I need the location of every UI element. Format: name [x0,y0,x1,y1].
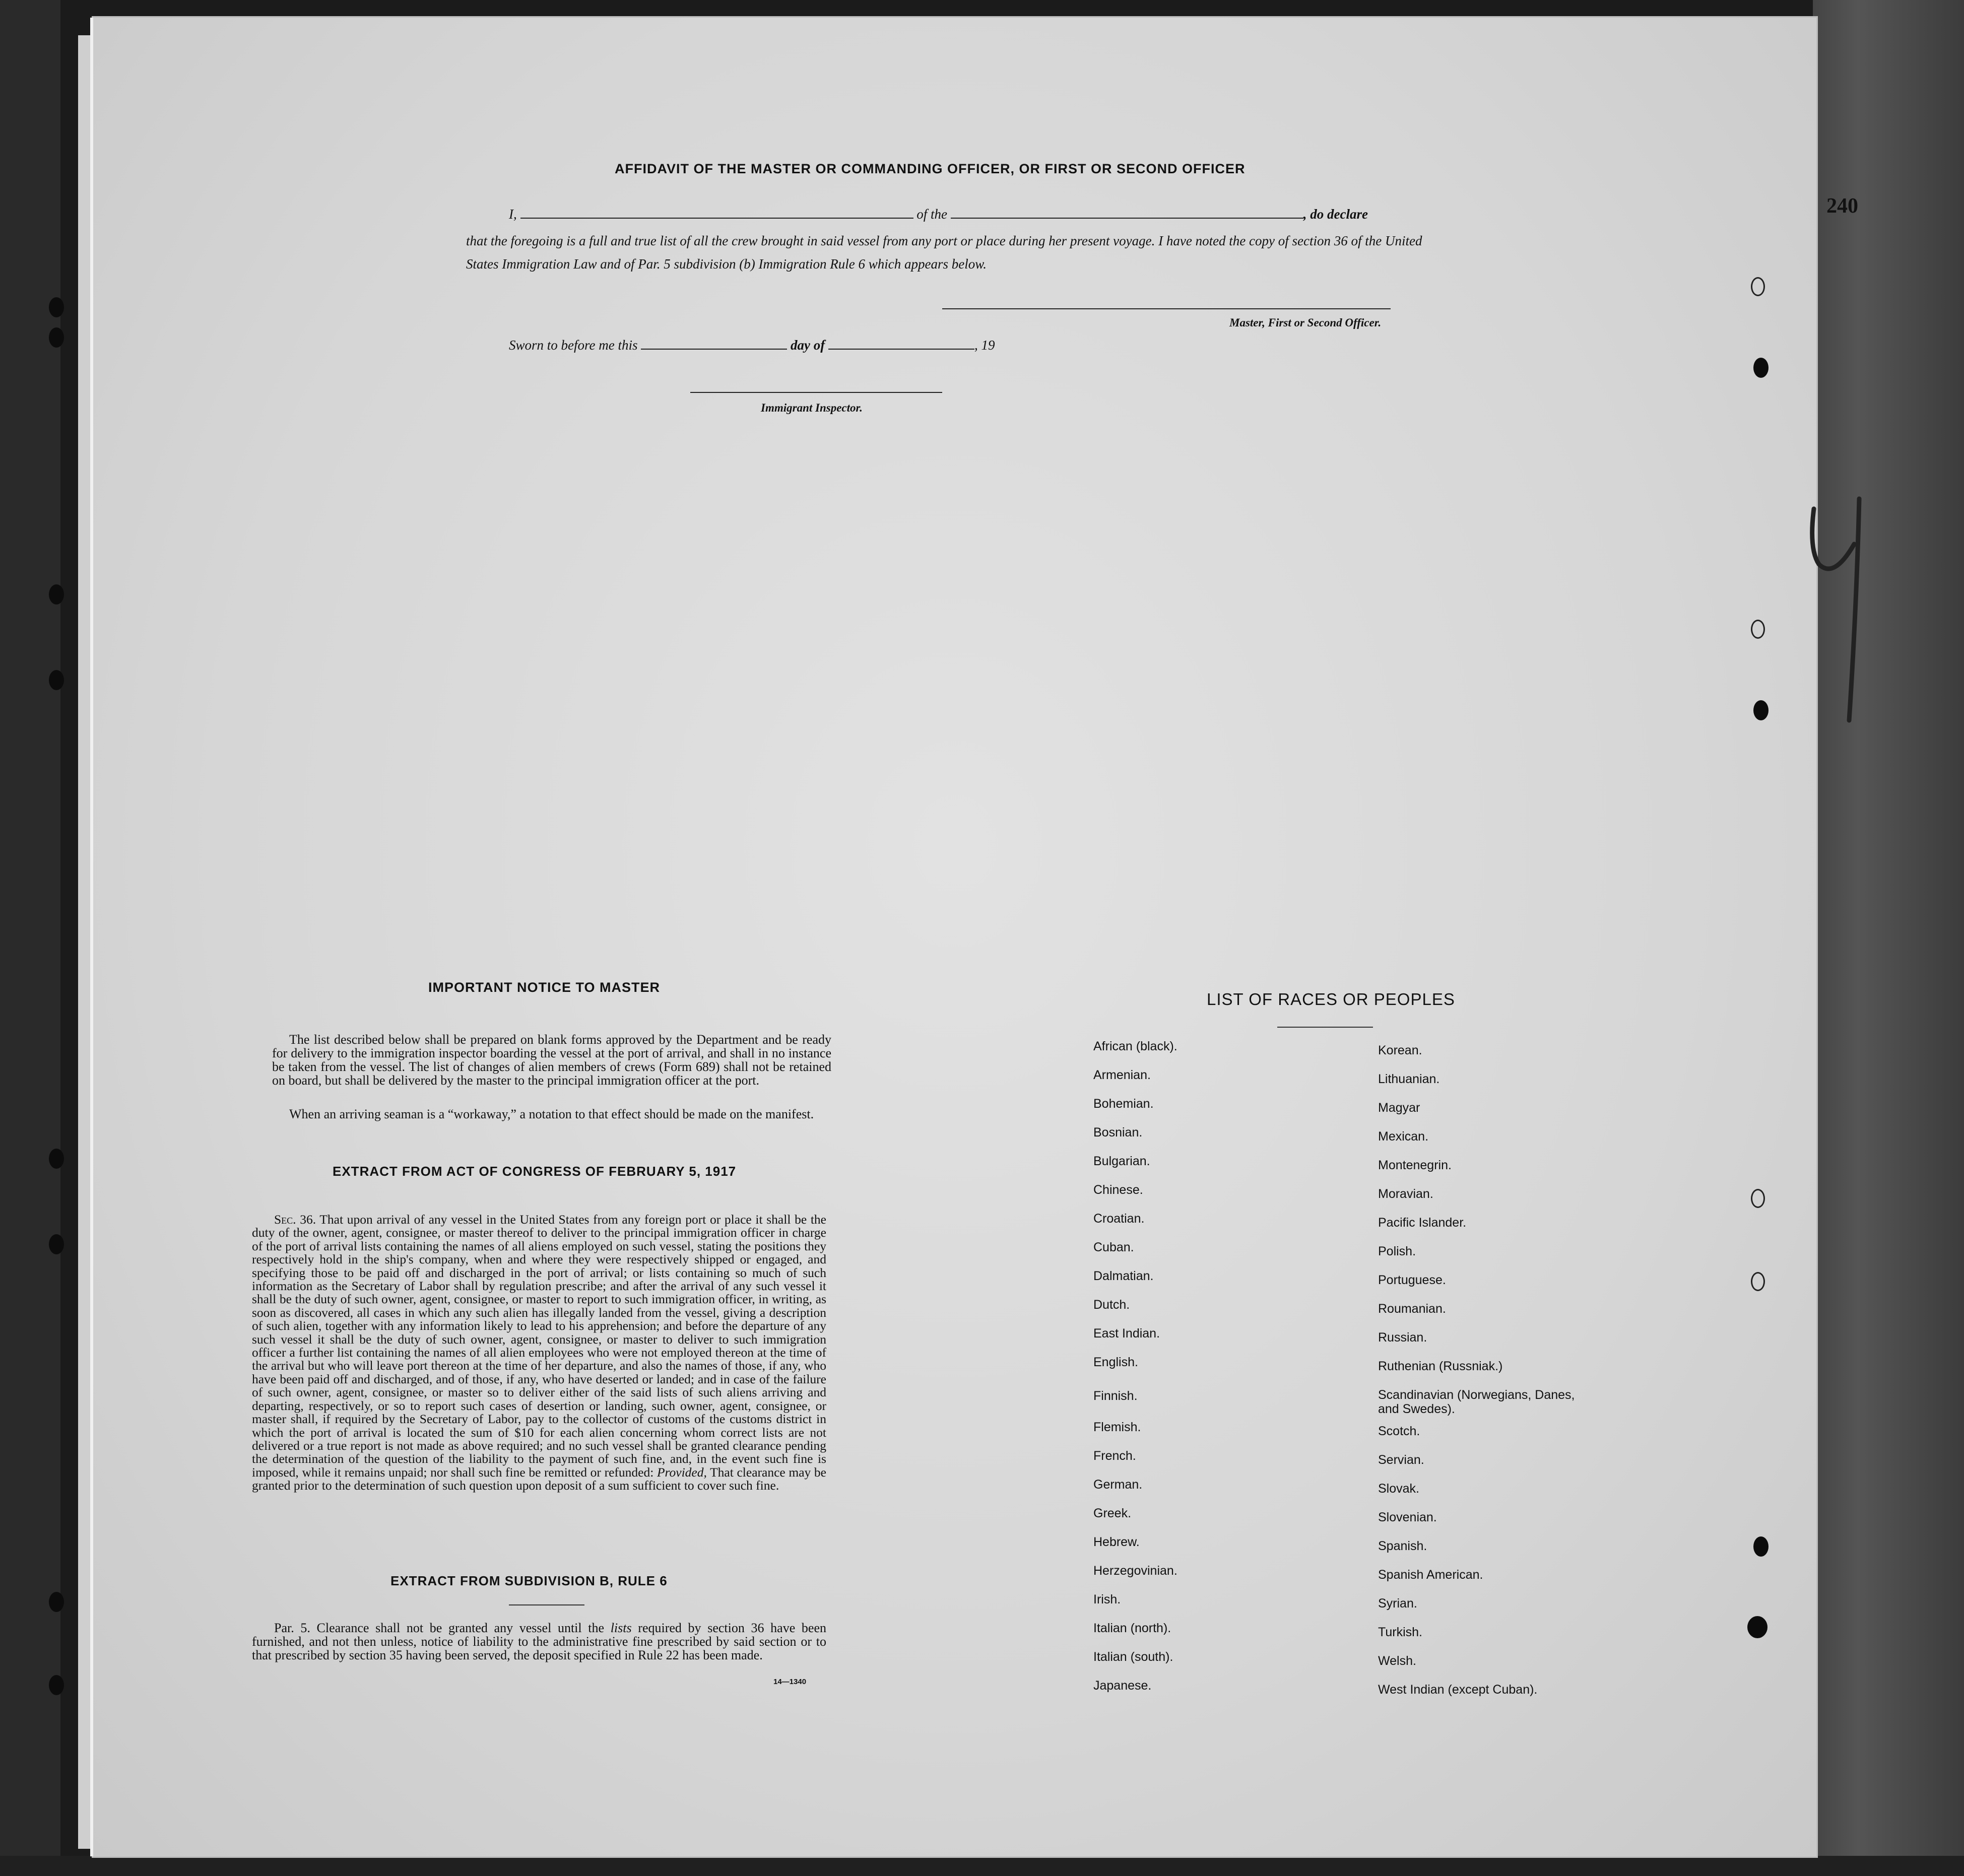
race-item: Spanish American. [1378,1568,1483,1582]
race-item: Korean. [1378,1043,1422,1057]
punch-hole [1751,620,1765,639]
punch-hole [1747,1616,1767,1638]
divider [509,1604,584,1605]
affidavit-of-the-label: of the [916,207,947,222]
race-item: Turkish. [1378,1625,1422,1639]
punch-hole [49,1592,64,1612]
race-item: Cuban. [1093,1240,1134,1254]
sworn-line [509,338,995,353]
affidavit-declaration-line [509,207,1368,222]
year-prefix-label: , 19 [974,338,995,353]
affidavit-body: that the foregoing is a full and true list of all the crew brought in said vessel from any port or place during her present voyage. I have noted the copy of section 36 of the United States Immigration Law and of Par. 5 subdivision (b) Immigration Rule 6 which appears below. [466,233,1422,272]
race-item: English. [1093,1355,1138,1369]
affidavit-i-label: I, [509,207,517,222]
race-item: Servian. [1378,1453,1424,1467]
race-item: East Indian. [1093,1326,1160,1341]
punch-hole [49,1149,64,1169]
race-item: African (black). [1093,1039,1177,1053]
punch-hole [1753,1536,1769,1557]
punch-hole [1753,700,1769,720]
race-item: Irish. [1093,1592,1121,1606]
extract-rule-title: EXTRACT FROM SUBDIVISION B, RULE 6 [390,1573,668,1588]
punch-hole [49,670,64,690]
race-item: Scotch. [1378,1424,1420,1438]
affidavit-declare-label: , do declare [1303,207,1368,222]
race-item: Lithuanian. [1378,1072,1440,1086]
race-item: Portuguese. [1378,1273,1446,1287]
race-item: Russian. [1378,1330,1427,1345]
rule-text: Par. 5. Clearance shall not be granted any vessel until the [274,1621,605,1635]
sworn-month-field[interactable] [828,338,974,350]
page-number: 240 [1826,194,1858,218]
punch-hole [1751,1272,1765,1291]
day-of-label: day of [791,338,825,353]
sworn-day-field[interactable] [641,338,787,350]
inspector-label: Immigrant Inspector. [761,401,863,414]
punch-hole [49,1234,64,1254]
vessel-name-field[interactable] [951,207,1303,219]
race-item: French. [1093,1449,1136,1463]
extract-act-title: EXTRACT FROM ACT OF CONGRESS OF FEBRUARY 5, 1917 [333,1164,737,1179]
handwritten-mark [1804,479,1874,730]
race-item: Finnish. [1093,1389,1138,1403]
scan-background-bottom [0,1856,1964,1876]
punch-hole [1751,1189,1765,1208]
race-item: Dalmatian. [1093,1269,1154,1283]
race-item: Hebrew. [1093,1535,1140,1549]
form-code: 14—1340 [773,1678,807,1686]
punch-hole [49,584,64,605]
races-left-column [1093,1039,1355,1707]
section-text-end: That clearance may be granted prior to the determination of such question upon deposit of a sum sufficient to cover such fine. [252,1464,827,1493]
race-item: Dutch. [1093,1298,1130,1312]
race-item: Italian (south). [1093,1650,1173,1664]
race-item: Syrian. [1378,1596,1417,1611]
race-item: Italian (north). [1093,1621,1171,1635]
race-item: German. [1093,1478,1143,1492]
race-item: Bohemian. [1093,1097,1154,1111]
race-item: Croatian. [1093,1212,1145,1226]
master-signature-field[interactable] [942,308,1391,309]
punch-hole [49,327,64,348]
notice-paragraph: The list described below shall be prepared on blank forms approved by the Department and be ready for delivery to the immigration inspector boarding the vessel at the port of arrival, and shall in no instance be taken from the vessel. The list of changes of alien members of crews (Form 689) shall not be retained on board, but shall be delivered by the master to the principal immigration officer at the port. [272,1032,831,1088]
divider [1277,1027,1373,1028]
race-item: Bulgarian. [1093,1154,1150,1168]
race-item: Japanese. [1093,1679,1152,1693]
race-item: Mexican. [1378,1129,1429,1144]
race-item: Herzegovinian. [1093,1564,1177,1578]
proviso-label: Provided, [657,1464,707,1480]
race-item: Magyar [1378,1101,1420,1115]
race-item: Slovak. [1378,1482,1419,1496]
race-item: Armenian. [1093,1068,1151,1082]
notice-paragraph: When an arriving seaman is a “workaway,” a notation to that effect should be made on the manifest. [289,1107,814,1121]
race-item: Flemish. [1093,1420,1141,1434]
race-item: Ruthenian (Russniak.) [1378,1359,1503,1373]
race-item: Chinese. [1093,1183,1143,1197]
race-item: West Indian (except Cuban). [1378,1683,1538,1697]
section-text: That upon arrival of any vessel in the United States from any foreign port or place it shall be the duty of the owner, agent, consignee, or master thereof to deliver to the principal immigration officer in charge of the port of arrival lists containing the names of all aliens employed on such vessel, stating the positions they respectively hold in the ship's company, when and where they were respectively shipped or engaged, and specifying those to be paid off and discharged in the port of arrival; or lists containing so much of such information as the Secretary of Labor shall by regulation prescribe; and after the arrival of any such vessel it shall be the duty of such owner, agent, consignee, or master to report to such immigration officer, in writing, as soon as discovered, all cases in which any such alien has illegally landed from the vessel, giving a description of such alien, together with any information likely to lead to his apprehension; and before the departure of any such vessel it shall be the duty of such owner, agent, consignee, or master to deliver to such immigration officer a further list containing the names of all alien employees who were not employed thereon at the time of the arrival but who will leave port thereon at the time of her departure, and also the names of those, if any, who have been paid off and discharged, and of those, if any, who have deserted or landed; and in case of the failure of such owner, agent, consignee, or master so to deliver either of the said lists of such aliens arriving and departing, respectively, or so to report such cases of desertion or landing, such owner, agent, consignee, or master shall, if required by the Secretary of Labor, pay to the collector of customs of the customs district in which the port of arrival is located the sum of $10 for each alien concerning whom correct lists are not delivered or a true report is not made as above required; and no such vessel shall be granted clearance pending the determination of the question of the liability to the payment of such fine, and, in the event such fine is imposed, while it remains unpaid; nor shall such fine be remitted or refunded: [252,1212,826,1480]
punch-hole [49,1675,64,1695]
signature-label: Master, First or Second Officer. [1229,316,1382,329]
punch-hole [1753,358,1769,378]
race-item: Montenegrin. [1378,1158,1452,1172]
inspector-signature-field[interactable] [690,392,942,393]
rule-text-end: required by section 36 have been furnished, and not then unless, notice of liability to the administrative fine prescribed by said section or to that prescribed by section 35 having been served, the deposit specified in Rule 22 has been made. [252,1621,826,1662]
race-item: Moravian. [1378,1187,1433,1201]
race-item: Slovenian. [1378,1510,1437,1524]
extract-rule-body [252,1621,826,1662]
master-name-field[interactable] [520,207,913,219]
races-title: LIST OF RACES OR PEOPLES [1207,990,1455,1009]
race-item: Pacific Islander. [1378,1216,1467,1230]
race-item: Welsh. [1378,1654,1416,1668]
sworn-label: Sworn to before me this [509,338,638,353]
race-item: Scandinavian (Norwegians, Danes, and Swedes). [1378,1388,1575,1416]
lists-word: lists [610,1621,632,1635]
race-item: Roumanian. [1378,1302,1446,1316]
punch-hole [1751,277,1765,296]
affidavit-title: AFFIDAVIT OF THE MASTER OR COMMANDING OFFICER, OR FIRST OR SECOND OFFICER [615,161,1246,176]
punch-hole [49,297,64,317]
extract-act-body [252,1213,826,1493]
race-item: Polish. [1378,1244,1416,1258]
notice-title: IMPORTANT NOTICE TO MASTER [428,980,660,995]
scan-background-right [1813,0,1964,1876]
races-right-column [1378,1043,1660,1711]
race-item: Bosnian. [1093,1125,1143,1140]
race-item: Greek. [1093,1506,1132,1520]
section-label: Sec. 36. [274,1212,316,1227]
race-item: Spanish. [1378,1539,1427,1553]
